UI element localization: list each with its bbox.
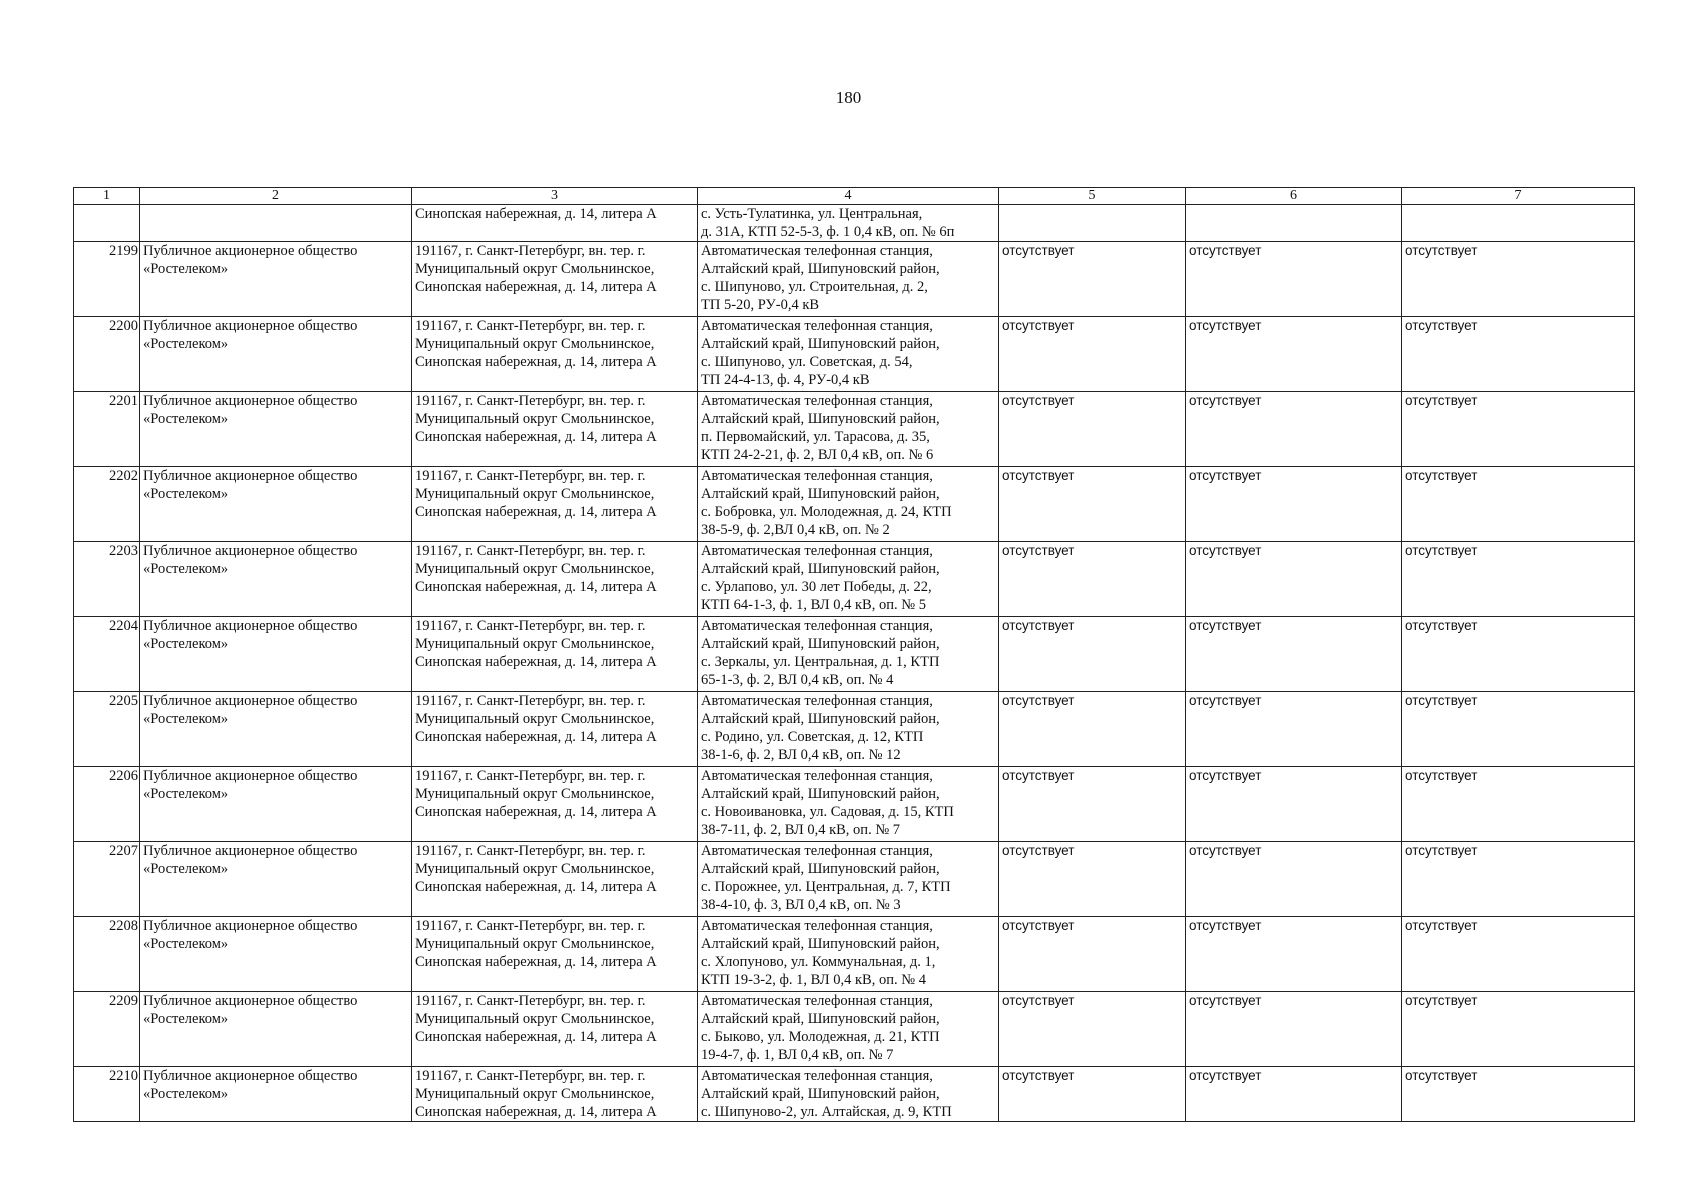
object-line: с. Урлапово, ул. 30 лет Победы, д. 22,	[701, 579, 932, 595]
object-cell	[698, 767, 999, 842]
row-number-cell: 2205	[74, 692, 140, 767]
col6-cell: отсутствует	[1186, 992, 1402, 1067]
object-line: Автоматическая телефонная станция,	[701, 843, 933, 859]
object-cell	[698, 692, 999, 767]
table-row	[74, 392, 1635, 467]
col6-cell: отсутствует	[1186, 467, 1402, 542]
owner-cell	[140, 392, 412, 467]
col5-cell: отсутствует	[999, 542, 1186, 617]
table-row	[74, 842, 1635, 917]
col7-cell: отсутствует	[1402, 692, 1635, 767]
object-line: д. 31А, КТП 52-5-3, ф. 1 0,4 кВ, оп. № 6п	[701, 224, 955, 240]
address-line: 191167, г. Санкт-Петербург, вн. тер. г.	[415, 843, 646, 859]
col5-cell: отсутствует	[999, 692, 1186, 767]
object-line: 19-4-7, ф. 1, ВЛ 0,4 кВ, оп. № 7	[701, 1047, 894, 1063]
table-row	[74, 1067, 1635, 1122]
object-line: Автоматическая телефонная станция,	[701, 543, 933, 559]
row-number-cell: 2208	[74, 917, 140, 992]
owner-cell	[140, 992, 412, 1067]
row-number-cell: 2199	[74, 242, 140, 317]
object-line: с. Родино, ул. Советская, д. 12, КТП	[701, 729, 924, 745]
address-cell	[412, 842, 698, 917]
column-header: 2	[140, 188, 412, 205]
owner-line: Публичное акционерное общество	[143, 843, 358, 859]
owner-line: Публичное акционерное общество	[143, 543, 358, 559]
col5-cell: отсутствует	[999, 1067, 1186, 1122]
owner-line: «Ростелеком»	[143, 636, 229, 652]
object-line: Алтайский край, Шипуновский район,	[701, 561, 940, 577]
object-cell	[698, 542, 999, 617]
object-line: Автоматическая телефонная станция,	[701, 768, 933, 784]
object-cell	[698, 992, 999, 1067]
col5-cell: отсутствует	[999, 617, 1186, 692]
col6-cell: отсутствует	[1186, 392, 1402, 467]
address-cell	[412, 917, 698, 992]
col6-cell: отсутствует	[1186, 317, 1402, 392]
object-line: Алтайский край, Шипуновский район,	[701, 411, 940, 427]
address-line: Синопская набережная, д. 14, литера А	[415, 1104, 657, 1120]
object-line: 65-1-3, ф. 2, ВЛ 0,4 кВ, оп. № 4	[701, 672, 894, 688]
address-line: 191167, г. Санкт-Петербург, вн. тер. г.	[415, 468, 646, 484]
col5-cell: отсутствует	[999, 242, 1186, 317]
address-cell	[412, 467, 698, 542]
owner-line: «Ростелеком»	[143, 336, 229, 352]
address-line: 191167, г. Санкт-Петербург, вн. тер. г.	[415, 918, 646, 934]
object-line: с. Усть-Тулатинка, ул. Центральная,	[701, 206, 923, 222]
owner-cell	[140, 242, 412, 317]
owner-line: «Ростелеком»	[143, 411, 229, 427]
address-line: Муниципальный округ Смольнинское,	[415, 861, 655, 877]
owner-line: «Ростелеком»	[143, 711, 229, 727]
table-row-continued	[74, 205, 1635, 242]
address-cell	[412, 542, 698, 617]
object-cell	[698, 467, 999, 542]
owner-line: Публичное акционерное общество	[143, 468, 358, 484]
col7-cell: отсутствует	[1402, 917, 1635, 992]
owner-cell	[140, 842, 412, 917]
owner-line: «Ростелеком»	[143, 1086, 229, 1102]
object-line: 38-1-6, ф. 2, ВЛ 0,4 кВ, оп. № 12	[701, 747, 901, 763]
owner-line: Публичное акционерное общество	[143, 618, 358, 634]
address-cell	[412, 392, 698, 467]
address-line: Муниципальный округ Смольнинское,	[415, 936, 655, 952]
owner-line: «Ростелеком»	[143, 486, 229, 502]
object-line: 38-7-11, ф. 2, ВЛ 0,4 кВ, оп. № 7	[701, 822, 901, 838]
object-line: Алтайский край, Шипуновский район,	[701, 1086, 940, 1102]
column-header: 4	[698, 188, 999, 205]
object-cell	[698, 617, 999, 692]
owner-line: Публичное акционерное общество	[143, 768, 358, 784]
owner-line: Публичное акционерное общество	[143, 918, 358, 934]
owner-cell	[140, 205, 412, 242]
address-line: Синопская набережная, д. 14, литера А	[415, 879, 657, 895]
object-line: Автоматическая телефонная станция,	[701, 1068, 933, 1084]
object-line: Автоматическая телефонная станция,	[701, 918, 933, 934]
address-line: 191167, г. Санкт-Петербург, вн. тер. г.	[415, 618, 646, 634]
object-line: Автоматическая телефонная станция,	[701, 993, 933, 1009]
address-line: Муниципальный округ Смольнинское,	[415, 636, 655, 652]
col5-cell: отсутствует	[999, 992, 1186, 1067]
object-cell	[698, 392, 999, 467]
object-line: Алтайский край, Шипуновский район,	[701, 861, 940, 877]
col6-cell: отсутствует	[1186, 542, 1402, 617]
col7-cell: отсутствует	[1402, 317, 1635, 392]
object-line: Алтайский край, Шипуновский район,	[701, 261, 940, 277]
owner-cell	[140, 317, 412, 392]
col7-cell: отсутствует	[1402, 617, 1635, 692]
owner-cell	[140, 692, 412, 767]
col6-cell: отсутствует	[1186, 917, 1402, 992]
object-line: Алтайский край, Шипуновский район,	[701, 936, 940, 952]
object-line: с. Быково, ул. Молодежная, д. 21, КТП	[701, 1029, 940, 1045]
object-line: Алтайский край, Шипуновский район,	[701, 336, 940, 352]
owner-line: «Ростелеком»	[143, 861, 229, 877]
address-line: Синопская набережная, д. 14, литера А	[415, 579, 657, 595]
owner-cell	[140, 767, 412, 842]
object-line: Автоматическая телефонная станция,	[701, 618, 933, 634]
address-cell	[412, 617, 698, 692]
object-line: Автоматическая телефонная станция,	[701, 393, 933, 409]
address-cell	[412, 992, 698, 1067]
row-number-cell: 2201	[74, 392, 140, 467]
address-line: 191167, г. Санкт-Петербург, вн. тер. г.	[415, 543, 646, 559]
address-line: Синопская набережная, д. 14, литера А	[415, 804, 657, 820]
object-cell	[698, 317, 999, 392]
address-line: Муниципальный округ Смольнинское,	[415, 411, 655, 427]
object-line: с. Новоивановка, ул. Садовая, д. 15, КТП	[701, 804, 954, 820]
column-header: 5	[999, 188, 1186, 205]
page-number: 180	[835, 88, 862, 107]
owner-line: Публичное акционерное общество	[143, 318, 358, 334]
address-line: Синопская набережная, д. 14, литера А	[415, 354, 657, 370]
col7-cell	[1402, 205, 1635, 242]
address-line: Синопская набережная, д. 14, литера А	[415, 429, 657, 445]
table-row	[74, 467, 1635, 542]
object-line: с. Порожнее, ул. Центральная, д. 7, КТП	[701, 879, 951, 895]
object-line: КТП 19-3-2, ф. 1, ВЛ 0,4 кВ, оп. № 4	[701, 972, 926, 988]
owner-line: Публичное акционерное общество	[143, 993, 358, 1009]
col5-cell: отсутствует	[999, 917, 1186, 992]
address-line: Синопская набережная, д. 14, литера А	[415, 729, 657, 745]
address-line: Синопская набережная, д. 14, литера А	[415, 279, 657, 295]
row-number-cell: 2203	[74, 542, 140, 617]
object-cell	[698, 917, 999, 992]
col5-cell	[999, 205, 1186, 242]
address-cell	[412, 317, 698, 392]
object-cell	[698, 242, 999, 317]
object-line: с. Хлопуново, ул. Коммунальная, д. 1,	[701, 954, 936, 970]
row-number-cell: 2200	[74, 317, 140, 392]
address-line: 191167, г. Санкт-Петербург, вн. тер. г.	[415, 318, 646, 334]
col7-cell: отсутствует	[1402, 467, 1635, 542]
object-line: с. Шипуново, ул. Советская, д. 54,	[701, 354, 913, 370]
table-row	[74, 917, 1635, 992]
object-line: ТП 24-4-13, ф. 4, РУ-0,4 кВ	[701, 372, 870, 388]
address-line: Синопская набережная, д. 14, литера А	[415, 654, 657, 670]
object-cell	[698, 1067, 999, 1122]
owner-cell	[140, 467, 412, 542]
row-number-cell: 2204	[74, 617, 140, 692]
address-cell	[412, 205, 698, 242]
owner-line: Публичное акционерное общество	[143, 243, 358, 259]
owner-cell	[140, 542, 412, 617]
object-line: Автоматическая телефонная станция,	[701, 243, 933, 259]
table-row	[74, 242, 1635, 317]
owner-cell	[140, 617, 412, 692]
object-line: Алтайский край, Шипуновский район,	[701, 786, 940, 802]
object-line: с. Шипуново-2, ул. Алтайская, д. 9, КТП	[701, 1104, 952, 1120]
object-line: Автоматическая телефонная станция,	[701, 693, 933, 709]
col6-cell: отсутствует	[1186, 617, 1402, 692]
object-cell	[698, 205, 999, 242]
object-line: с. Бобровка, ул. Молодежная, д. 24, КТП	[701, 504, 952, 520]
row-number-cell: 2202	[74, 467, 140, 542]
address-line: 191167, г. Санкт-Петербург, вн. тер. г.	[415, 1068, 646, 1084]
col5-cell: отсутствует	[999, 842, 1186, 917]
row-number-cell: 2207	[74, 842, 140, 917]
object-line: Автоматическая телефонная станция,	[701, 318, 933, 334]
owner-line: «Ростелеком»	[143, 261, 229, 277]
address-line: Муниципальный округ Смольнинское,	[415, 261, 655, 277]
col5-cell: отсутствует	[999, 317, 1186, 392]
col7-cell: отсутствует	[1402, 242, 1635, 317]
row-number-cell: 2206	[74, 767, 140, 842]
table-row	[74, 992, 1635, 1067]
owner-cell	[140, 1067, 412, 1122]
owner-line: «Ростелеком»	[143, 786, 229, 802]
row-number-cell: 2209	[74, 992, 140, 1067]
address-line: Муниципальный округ Смольнинское,	[415, 561, 655, 577]
col5-cell: отсутствует	[999, 392, 1186, 467]
owner-line: Публичное акционерное общество	[143, 393, 358, 409]
col6-cell: отсутствует	[1186, 692, 1402, 767]
address-cell	[412, 767, 698, 842]
address-cell	[412, 242, 698, 317]
address-line: Муниципальный округ Смольнинское,	[415, 1086, 655, 1102]
address-line: Синопская набережная, д. 14, литера А	[415, 206, 657, 222]
row-number-cell	[74, 205, 140, 242]
column-header: 1	[74, 188, 140, 205]
column-number-header-row	[74, 188, 1635, 205]
col7-cell: отсутствует	[1402, 992, 1635, 1067]
row-number-cell: 2210	[74, 1067, 140, 1122]
object-line: с. Зеркалы, ул. Центральная, д. 1, КТП	[701, 654, 940, 670]
object-line: п. Первомайский, ул. Тарасова, д. 35,	[701, 429, 930, 445]
object-cell	[698, 842, 999, 917]
object-line: 38-4-10, ф. 3, ВЛ 0,4 кВ, оп. № 3	[701, 897, 901, 913]
address-line: Муниципальный округ Смольнинское,	[415, 1011, 655, 1027]
table-row	[74, 767, 1635, 842]
table-row	[74, 317, 1635, 392]
col6-cell	[1186, 205, 1402, 242]
address-line: Муниципальный округ Смольнинское,	[415, 786, 655, 802]
object-line: КТП 64-1-3, ф. 1, ВЛ 0,4 кВ, оп. № 5	[701, 597, 926, 613]
col6-cell: отсутствует	[1186, 842, 1402, 917]
col7-cell: отсутствует	[1402, 542, 1635, 617]
col6-cell: отсутствует	[1186, 767, 1402, 842]
object-line: 38-5-9, ф. 2,ВЛ 0,4 кВ, оп. № 2	[701, 522, 890, 538]
address-line: 191167, г. Санкт-Петербург, вн. тер. г.	[415, 693, 646, 709]
column-header: 3	[412, 188, 698, 205]
col7-cell: отсутствует	[1402, 842, 1635, 917]
object-line: ТП 5-20, РУ-0,4 кВ	[701, 297, 820, 313]
address-line: 191167, г. Санкт-Петербург, вн. тер. г.	[415, 993, 646, 1009]
table-row	[74, 617, 1635, 692]
address-line: Муниципальный округ Смольнинское,	[415, 336, 655, 352]
address-line: Синопская набережная, д. 14, литера А	[415, 954, 657, 970]
object-line: Алтайский край, Шипуновский район,	[701, 486, 940, 502]
col7-cell: отсутствует	[1402, 392, 1635, 467]
object-line: Алтайский край, Шипуновский район,	[701, 1011, 940, 1027]
col6-cell: отсутствует	[1186, 1067, 1402, 1122]
address-cell	[412, 692, 698, 767]
col7-cell: отсутствует	[1402, 767, 1635, 842]
owner-cell	[140, 917, 412, 992]
table-row	[74, 542, 1635, 617]
address-line: 191167, г. Санкт-Петербург, вн. тер. г.	[415, 243, 646, 259]
owner-line: «Ростелеком»	[143, 936, 229, 952]
address-line: Муниципальный округ Смольнинское,	[415, 711, 655, 727]
address-line: 191167, г. Санкт-Петербург, вн. тер. г.	[415, 393, 646, 409]
object-line: Алтайский край, Шипуновский район,	[701, 636, 940, 652]
address-line: Синопская набережная, д. 14, литера А	[415, 1029, 657, 1045]
address-line: 191167, г. Санкт-Петербург, вн. тер. г.	[415, 768, 646, 784]
address-line: Муниципальный округ Смольнинское,	[415, 486, 655, 502]
owner-line: Публичное акционерное общество	[143, 1068, 358, 1084]
col6-cell: отсутствует	[1186, 242, 1402, 317]
col5-cell: отсутствует	[999, 467, 1186, 542]
owner-line: «Ростелеком»	[143, 561, 229, 577]
object-line: с. Шипуново, ул. Строительная, д. 2,	[701, 279, 928, 295]
address-line: Синопская набережная, д. 14, литера А	[415, 504, 657, 520]
column-header: 6	[1186, 188, 1402, 205]
col5-cell: отсутствует	[999, 767, 1186, 842]
object-line: Алтайский край, Шипуновский район,	[701, 711, 940, 727]
address-cell	[412, 1067, 698, 1122]
column-header: 7	[1402, 188, 1635, 205]
owner-line: Публичное акционерное общество	[143, 693, 358, 709]
object-line: Автоматическая телефонная станция,	[701, 468, 933, 484]
col7-cell: отсутствует	[1402, 1067, 1635, 1122]
owner-line: «Ростелеком»	[143, 1011, 229, 1027]
object-line: КТП 24-2-21, ф. 2, ВЛ 0,4 кВ, оп. № 6	[701, 447, 934, 463]
registry-table	[73, 187, 1635, 1122]
table-row	[74, 692, 1635, 767]
